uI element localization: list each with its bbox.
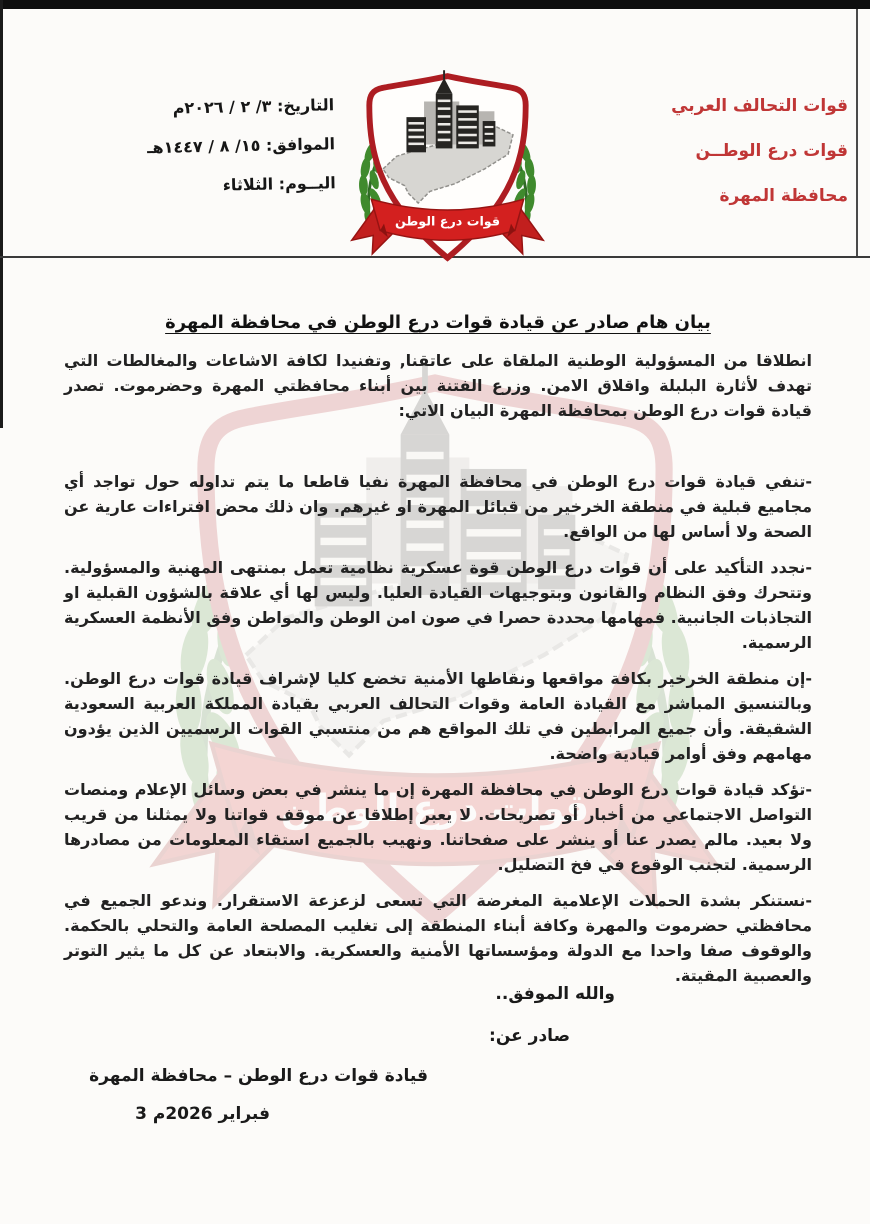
- org-governorate-line: محافظة المهرة: [719, 186, 848, 206]
- org-forces-line: قوات درع الوطــن: [695, 141, 848, 161]
- closing-blessing: والله الموفق..: [495, 984, 615, 1004]
- forces-emblem-logo: [340, 68, 555, 264]
- issued-by-label: صادر عن:: [489, 1026, 570, 1046]
- gregorian-date-line: التاريخ: ٣/ ٢ / ٢٠٢٦م: [172, 95, 335, 118]
- footer-gregorian-date: 3 فبراير 2026م: [135, 1104, 270, 1124]
- statement-title: بيان هام صادر عن قيادة قوات درع الوطن في محافظة المهرة: [165, 312, 711, 333]
- statement-paragraph: -تنفي قيادة قوات درع الوطن في محافظة المهرة نفيا قاطعا ما يتم تداوله حول تواجد أي مجاميع قبلية في منطقة الخرخير من قبائل المهرة او غيرهم. وان ذلك محض افتراءات عارية عن الصحة ولا أساس لها من الواقع.: [64, 472, 812, 541]
- scan-border-right: [856, 9, 858, 258]
- statement-paragraph: -نستنكر بشدة الحملات الإعلامية المغرضة التي تسعى لزعزعة الاستقرار. وندعو الجميع في محافظتي حضرموت والمهرة وكافة أبناء المنطقة إلى تغليب المصلحة العامة والتحلي بالحكمة. والوقوف صفا واحدا مع الدولة ومؤسساتها الأمنية والعسكرية. والابتعاد عن كل ما يثير التوتر والعصبية المقيتة.: [64, 891, 812, 985]
- weekday-line: اليــوم: الثلاثاء: [222, 173, 336, 195]
- scan-border-top: [0, 0, 870, 9]
- letterhead-org-block: [603, 84, 848, 219]
- org-coalition-line: قوات التحالف العربي: [671, 96, 848, 116]
- statement-paragraph: انطلاقا من المسؤولية الوطنية الملقاة على عاتقنا, وتفنيدا لكافة الاشاعات والمغالطات التي تهدف لأثارة البلبلة واقلاق الامن. وزرع الفتنة بين أبناء محافظتي المهرة وحضرموت. تصدر قيادة قوات درع الوطن بمحافظة المهرة البيان الاتي:: [64, 351, 812, 420]
- letterhead-dates-block: [71, 85, 336, 207]
- statement-body: [64, 312, 812, 999]
- scan-border-left: [0, 0, 3, 428]
- statement-paragraph: -نجدد التأكيد على أن قوات درع الوطن قوة عسكرية نظامية تعمل بمنتهى المهنية والمسؤولية. وتتحرك وفق النظام والقانون وبتوجيهات القيادة العليا. وليس لها أي علاقة بالشؤون القبلية او التجاذبات الجانبية. فمهامها محددة حصرا في صون امن الوطن والمواطن وفق الأنظمة العسكرية الرسمية.: [64, 558, 812, 652]
- hijri-date-line: الموافق: ١٥/ ٨ / ١٤٤٧هـ: [146, 134, 336, 158]
- statement-paragraph: -إن منطقة الخرخير بكافة مواقعها ونقاطها الأمنية تخضع كليا لإشراف قيادة قوات درع الوطن. وبالتنسيق المباشر مع القيادة العامة وقوات التحالف العربي بقيادة المملكة العربية السعودية الشقيقة. وأن جميع المرابطين في تلك المواقع هم من منتسبي القوات الرسميين الذين يؤدون مهامهم وفق أوامر قيادية واضحة.: [64, 669, 812, 763]
- issuer-line: قيادة قوات درع الوطن – محافظة المهرة: [89, 1066, 428, 1086]
- statement-paragraph: -تؤكد قيادة قوات درع الوطن في محافظة المهرة إن ما ينشر في بعض وسائل الإعلام ومنصات التواصل الاجتماعي من أخبار أو تصريحات. لا يعبر إطلاقا عن موقف قواتنا ولا يمثلنا من قريب ولا بعيد. مالم يصدر عنا أو ينشر على صفحاتنا. ونهيب بالجميع استقاء المعلومات من مصادرها الرسمية. لتجنب الوقوع في فخ التضليل.: [64, 780, 812, 874]
- shield-emblem-icon: [340, 68, 555, 264]
